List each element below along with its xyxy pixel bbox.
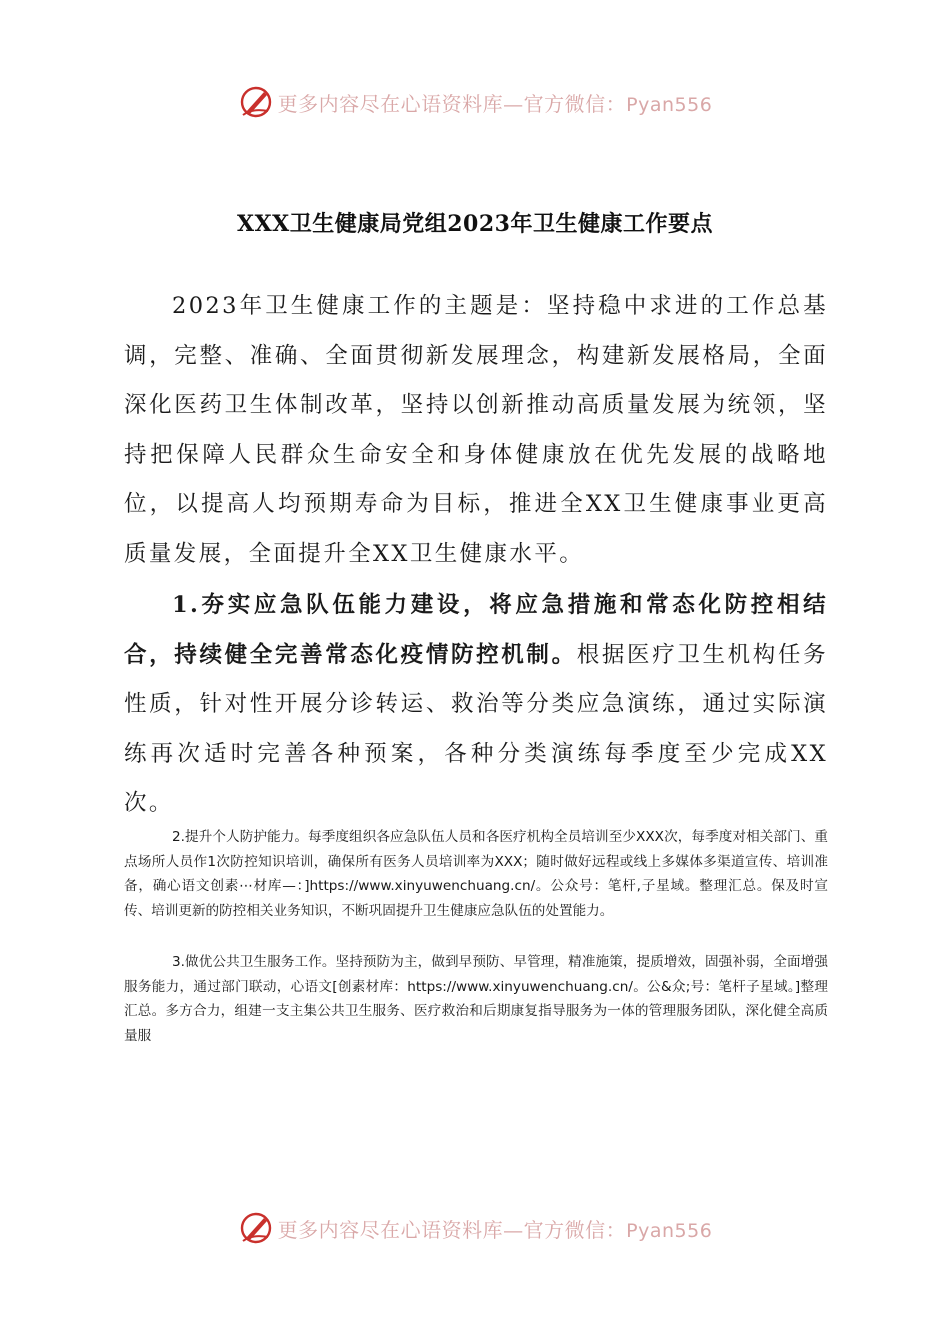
section-1-body: 根据医疗卫生机构任务性质，针对性开展分诊转运、救治等分类应急演练，通过实际演练再次适时完善各种预案，各种分类演练每季度至少完成XX次。 bbox=[124, 641, 828, 816]
section-3-paragraph: 3.做优公共卫生服务工作。坚持预防为主，做到早预防、早管理，精准施策，提质增效，固强补弱，全面增强服务能力，通过部门联动，心语文[创素材库：https://www.xinyuwenchuang.cn/。公&众;号：笔杆子星域。]整理汇总。多方合力，组建一支主集公共卫生服务、医疗救治和后期康复指导服务为一体的管理服务团队，深化健全高质量服 bbox=[124, 954, 828, 1044]
section-1-paragraph bbox=[124, 581, 828, 829]
document-title: XXX卫生健康局党组2023年卫生健康工作要点 bbox=[237, 211, 713, 237]
pen-logo-icon bbox=[238, 84, 274, 120]
section-2-paragraph: 2.提升个人防护能力。每季度组织各应急队伍人员和各医疗机构全员培训至少XXX次，每季度对相关部门、重点场所人员作1次防控知识培训，确保所有医务人员培训率为XXX；随时做好远程或线上多媒体多渠道宣传、培训准备，确心语文创素⋯材库—：]https://www.xinyuwenchuang.cn/。公众号：笔杆,子星域。整理汇总。保及时宣传、培训更新的防控相关业务知识，不断巩固提升卫生健康应急队伍的处置能力。 bbox=[124, 829, 828, 919]
pen-logo-icon bbox=[238, 1210, 274, 1246]
header-banner bbox=[0, 82, 950, 122]
footer-banner bbox=[0, 1208, 950, 1248]
banner-text: 更多内容尽在心语资料库—官方微信：Pyan556 bbox=[277, 1217, 713, 1242]
intro-paragraph: 2023年卫生健康工作的主题是：坚持稳中求进的工作总基调，完整、准确、全面贯彻新发展理念，构建新发展格局，全面深化医药卫生体制改革，坚持以创新推动高质量发展为统领，坚持把保障人民群众生命安全和身体健康放在优先发展的战略地位，以提高人均预期寿命为目标，推进全XX卫生健康事业更高质量发展，全面提升全XX卫生健康水平。 bbox=[124, 293, 828, 567]
section-1-heading: 1.夯实应急队伍能力建设，将应急措施和常态化防控相结合，持续健全完善常态化疫情防控机制。 bbox=[124, 592, 828, 668]
banner-text: 更多内容尽在心语资料库—官方微信：Pyan556 bbox=[277, 91, 713, 116]
